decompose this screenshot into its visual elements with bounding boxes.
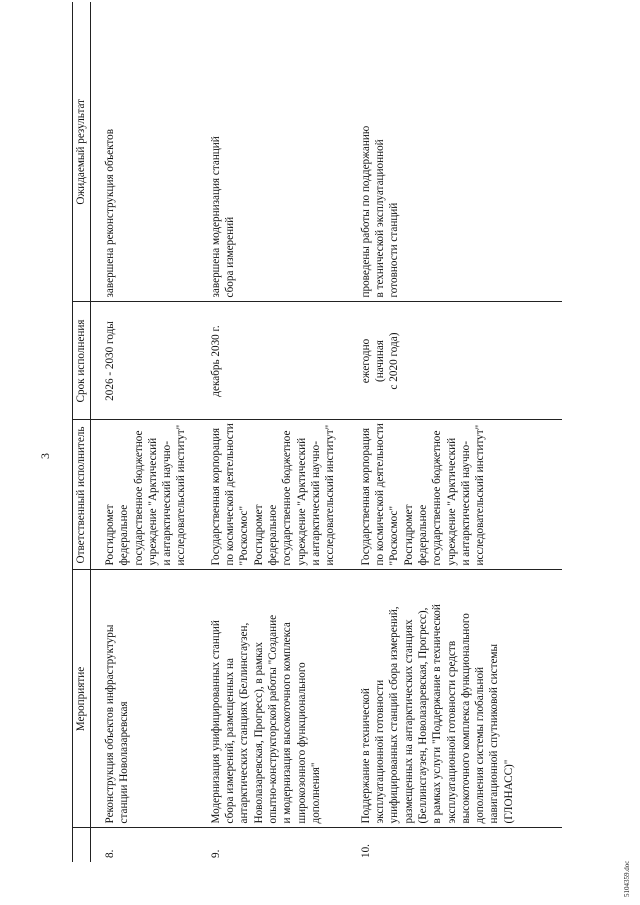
executor-cell-line: "Роскосмос" [238, 505, 251, 566]
executor-cell-line: государственное бюджетное [431, 430, 444, 566]
executor-cell-line: федеральное [416, 504, 429, 566]
event-cell-line: широкозонного функционального [295, 662, 308, 824]
row-number: 10. [359, 844, 372, 858]
event-cell-line: эксплуатационной готовности средств [445, 640, 458, 824]
result-cell-line: проведены работы по поддержанию [359, 125, 372, 298]
executor-cell-line: государственное бюджетное [281, 430, 294, 566]
executor-cell-line: Государственная корпорация [359, 427, 372, 566]
header-num [73, 828, 91, 862]
event-cell-line: Новолазаревская, Прогресс), в рамках [252, 642, 265, 824]
executor-cell-line: по космической деятельности [374, 423, 387, 566]
deadline-cell-line: ежегодно [359, 338, 372, 384]
row-number: 9. [209, 849, 222, 858]
deadline-cell [347, 302, 562, 420]
event-cell-line: Поддержание в технической [359, 688, 372, 824]
event-cell-line: дополнения системы глобальной [474, 666, 487, 824]
page-number: 3 [38, 453, 52, 459]
event-cell-line: высокоточного комплекса функционального [459, 613, 472, 824]
event-cell-line: Реконструкция объектов инфраструктуры [104, 624, 116, 824]
result-cell-line: завершена реконструкция объектов [104, 128, 116, 298]
executor-cell-line: исследовательский институт" [324, 424, 337, 566]
result-cell [197, 2, 347, 302]
event-cell-line: сбора измерений, размещенных на [224, 658, 237, 824]
event-cell-line: навигационной спутниковой системы [488, 643, 501, 824]
table-row [197, 2, 347, 862]
executor-cell-line: и антарктический научно- [459, 441, 472, 566]
event-cell-line: антарктических станциях (Беллинсгаузен, [238, 622, 251, 824]
executor-cell-line: федеральное [118, 504, 131, 566]
event-cell-line: унифицированных станций сбора измерений, [388, 606, 401, 824]
deadline-cell [91, 302, 197, 420]
table-row [91, 2, 197, 862]
deadline-cell [197, 302, 347, 420]
executor-cell-line: учреждение "Арктический [146, 437, 159, 566]
executor-cell-line: учреждение "Арктический [445, 437, 458, 566]
executor-cell-line: учреждение "Арктический [295, 437, 308, 566]
executor-cell-line: Росгидромет [252, 504, 265, 566]
executor-cell [197, 420, 347, 570]
event-cell-line: Модернизация унифицированных станций [209, 620, 222, 824]
event-cell-line: (ГЛОНАСС)" [502, 759, 515, 824]
header-result: Ожидаемый результат [73, 2, 91, 302]
executor-cell-line: и антарктический научно- [161, 441, 174, 566]
result-cell-line: в технической эксплуатационной [374, 139, 387, 298]
footer-filename: 5104359.doc [623, 860, 631, 897]
executor-cell-line: государственное бюджетное [132, 430, 145, 566]
executor-cell-line: федеральное [266, 504, 279, 566]
executor-cell-line: Росгидромет [402, 504, 415, 566]
header-event: Мероприятие [73, 570, 91, 828]
event-cell-line: станции Новолазаревская [118, 701, 131, 824]
deadline-cell-line: 2026 - 2030 годы [104, 321, 116, 401]
executor-cell [91, 420, 197, 570]
event-cell-line: и модернизация высокоточного комплекса [281, 622, 294, 824]
executor-cell-line: исследовательский институт" [175, 424, 188, 566]
event-cell [197, 570, 347, 828]
table-header-row [73, 2, 91, 862]
executor-cell [347, 420, 562, 570]
executor-cell-line: и антарктический научно- [309, 441, 322, 566]
executor-cell-line: по космической деятельности [224, 423, 237, 566]
event-cell-line: опытно-конструкторской работы "Создание [266, 614, 279, 824]
result-cell [91, 2, 197, 302]
header-deadline: Срок исполнения [73, 302, 91, 420]
deadline-cell-line: с 2020 года) [388, 332, 401, 390]
header-executor: Ответственный исполнитель [73, 420, 91, 570]
result-cell [347, 2, 562, 302]
executor-cell-line: исследовательский институт" [474, 424, 487, 566]
event-cell-line: эксплуатационной готовности [374, 679, 387, 824]
result-cell-line: сбора измерений [224, 216, 237, 298]
event-cell-line: дополнения" [309, 762, 322, 824]
event-cell [347, 570, 562, 828]
executor-cell-line: "Роскосмос" [388, 505, 401, 566]
deadline-cell-line: декабрь 2030 г. [209, 325, 222, 397]
event-cell-line: (Беллинсгаузен, Новолазаревская, Прогресс), [416, 607, 429, 824]
event-cell-line: в рамках услуги "Поддержание в технической [431, 604, 444, 824]
event-cell-line: размещенных на антарктических станциях [402, 619, 415, 824]
measures-table [72, 2, 562, 862]
result-cell-line: готовности станций [388, 202, 401, 298]
table-row [347, 2, 562, 862]
executor-cell-line: Росгидромет [104, 504, 116, 566]
executor-cell-line: Государственная корпорация [209, 427, 222, 566]
deadline-cell-line: (начиная [374, 340, 387, 382]
result-cell-line: завершена модернизация станций [209, 136, 222, 298]
row-number: 8. [104, 849, 116, 858]
event-cell [91, 570, 197, 828]
